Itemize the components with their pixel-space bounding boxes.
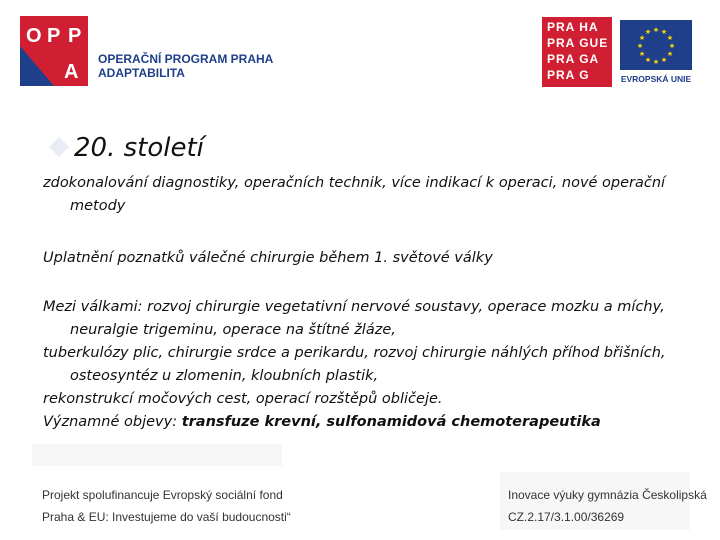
praha-row-3: PRA GA	[547, 52, 600, 66]
svg-text:★: ★	[652, 26, 660, 34]
praha-row-2: PRA GUE	[547, 36, 609, 50]
svg-text:★: ★	[660, 56, 668, 64]
footer-left-line1: Projekt spolufinancuje Evropský sociální fond	[42, 488, 283, 502]
eu-label: EVROPSKÁ UNIE	[620, 74, 692, 84]
svg-text:★: ★	[644, 56, 652, 64]
eu-logo	[620, 20, 692, 90]
slide-body	[43, 172, 693, 434]
paragraph-interwar: Mezi válkami: rozvoj chirurgie vegetativní nervové soustavy, operace mozku a míchy, neuralgie trigeminu, operace na štítné žláze,	[43, 299, 665, 338]
footer-left-line2: Praha & EU: Investujeme do vaší budoucnosti“	[42, 510, 291, 524]
svg-text:★: ★	[666, 34, 674, 42]
footer-right-line2: CZ.2.17/3.1.00/36269	[508, 510, 625, 524]
discoveries-label: Významné objevy:	[43, 414, 178, 430]
svg-text:★: ★	[638, 50, 646, 58]
paragraph-diagnostics: zdokonalování diagnostiky, operačních technik, více indikací k operaci, nové operační metody	[43, 175, 666, 214]
opp-letter-p1: P	[47, 25, 61, 47]
slide-title-text: 20. století	[74, 133, 204, 163]
opp-program-name	[98, 52, 273, 80]
discoveries-text: transfuze krevní, sulfonamidová chemoterapeutika	[181, 414, 601, 430]
footer-right	[508, 484, 707, 528]
svg-text:★: ★	[644, 28, 652, 36]
slide-title	[48, 133, 204, 163]
eu-flag-icon	[620, 20, 692, 70]
diamond-bullet-icon	[48, 136, 70, 158]
svg-text:★: ★	[636, 42, 644, 50]
opp-letter-o: O	[26, 25, 42, 47]
paragraph-discoveries	[43, 411, 693, 434]
svg-text:★: ★	[660, 28, 668, 36]
paragraph-tuberculosis: tuberkulózy plic, chirurgie srdce a perikardu, rozvoj chirurgie náhlých příhod břišních, osteosyntéz u zlomenin, kloubních plastik,	[43, 345, 666, 384]
opp-line1: OPERAČNÍ PROGRAM PRAHA	[98, 52, 274, 66]
footer-right-line1: Inovace výuky gymnázia Českolipská	[508, 488, 707, 502]
opp-letter-p2: P	[68, 25, 82, 47]
svg-text:★: ★	[666, 50, 674, 58]
opp-line2: ADAPTABILITA	[98, 66, 185, 80]
svg-text:★: ★	[638, 34, 646, 42]
paragraph-war-surgery: Uplatnění poznatků válečné chirurgie během 1. světové války	[43, 250, 493, 266]
footer-left-shade	[32, 444, 282, 466]
praha-row-4: PRA G	[547, 68, 590, 82]
praha-logo	[542, 17, 612, 87]
paragraph-reconstruction: rekonstrukcí močových cest, operací rozštěpů obličeje.	[43, 391, 443, 407]
opp-logo	[20, 16, 88, 86]
footer-left	[42, 484, 291, 528]
svg-text:★: ★	[652, 58, 660, 66]
svg-text:★: ★	[668, 42, 676, 50]
opp-letter-a: A	[64, 61, 79, 83]
praha-row-1: PRA HA	[547, 20, 599, 34]
